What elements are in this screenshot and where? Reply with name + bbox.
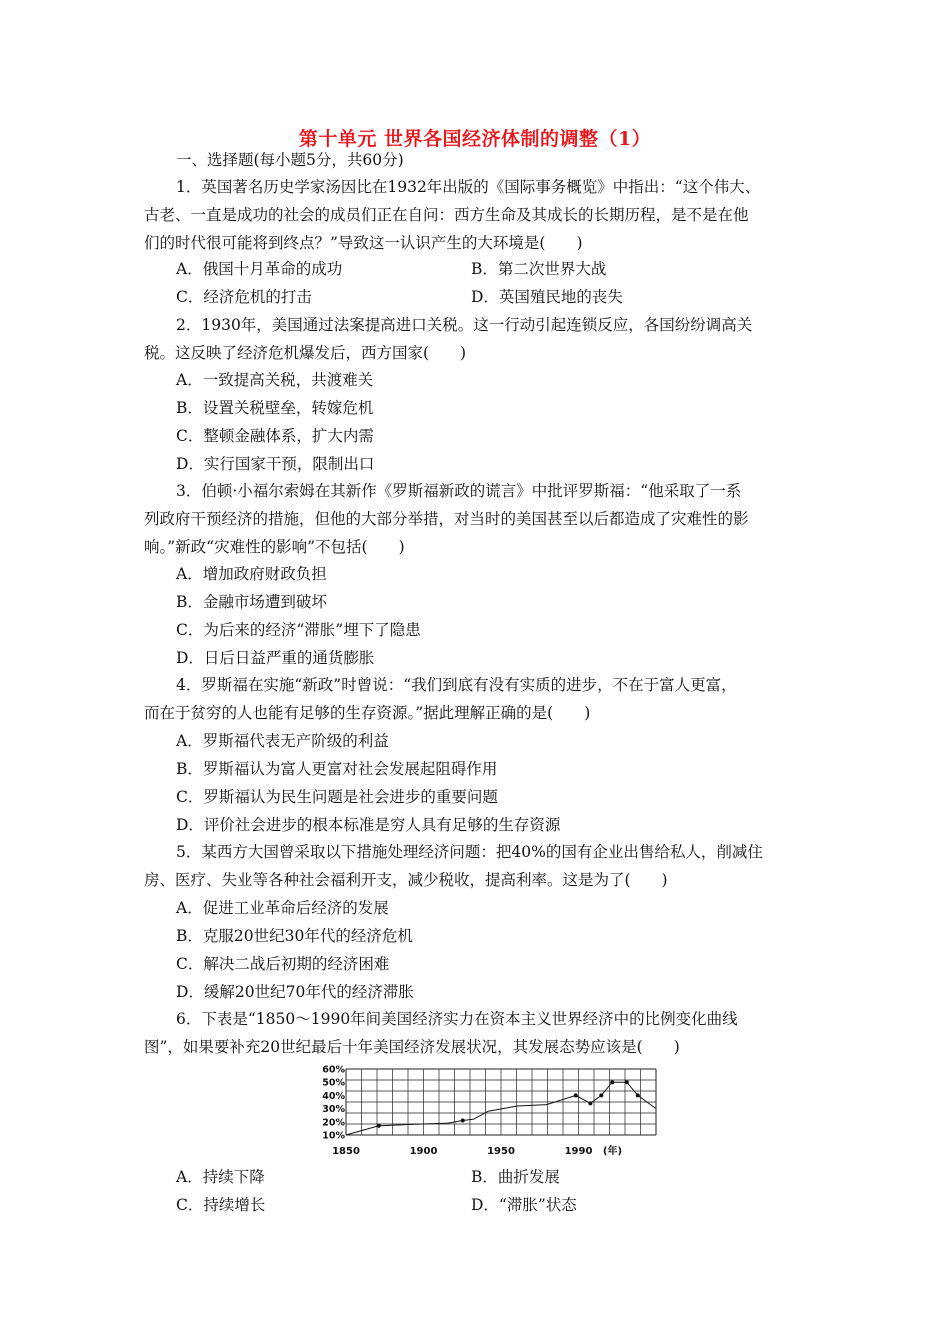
question-2-line: 税。这反映了经济危机爆发后，西方国家( )	[144, 344, 467, 362]
question-4-option: B．罗斯福认为富人更富对社会发展起阻碍作用	[176, 760, 498, 778]
question-5-option: D．缓解20世纪70年代的经济滞胀	[176, 983, 414, 1001]
question-5-option: A．促进工业革命后经济的发展	[176, 899, 389, 917]
x-tick-label: 1850	[332, 1146, 360, 1157]
question-6-line: 6．下表是“1850～1990年间美国经济实力在资本主义世界经济中的比例变化曲线	[176, 1010, 738, 1028]
y-tick-label: 10%	[322, 1130, 345, 1142]
question-1-line: 1．英国著名历史学家汤因比在1932年出版的《国际事务概览》中指出：“这个伟大、	[176, 178, 761, 196]
question-4-option: D．评价社会进步的根本标准是穷人具有足够的生存资源	[176, 816, 561, 834]
data-point	[625, 1080, 629, 1084]
x-tick-label: 1990	[564, 1146, 593, 1157]
chart-points	[377, 1080, 640, 1128]
data-point	[461, 1118, 465, 1122]
question-1-line: 古老、一直是成功的社会的成员们正在自问：西方生命及其成长的长期历程，是不是在他	[144, 206, 749, 224]
economic-share-chart	[318, 1064, 660, 1160]
y-tick-label: 60%	[322, 1064, 345, 1076]
question-2-option: C．整顿金融体系，扩大内需	[176, 427, 374, 445]
y-tick-label: 40%	[322, 1090, 345, 1102]
question-4-option: A．罗斯福代表无产阶级的利益	[176, 732, 389, 750]
question-3-line: 列政府干预经济的措施，但他的大部分举措，对当时的美国甚至以后都造成了灾难性的影	[144, 510, 749, 528]
data-point	[588, 1101, 592, 1105]
section-heading: 一、选择题(每小题5分，共60分)	[176, 151, 404, 169]
question-2-option: A．一致提高关税，共渡难关	[176, 371, 374, 389]
question-4-line: 而在于贫穷的人也能有足够的生存资源。”据此理解正确的是( )	[144, 704, 591, 722]
question-3-option: D．日后日益严重的通货膨胀	[176, 649, 375, 667]
page-title: 第十单元 世界各国经济体制的调整（1）	[298, 128, 652, 150]
question-6-option: D．“滞胀”状态	[471, 1196, 577, 1214]
question-2-option: B．设置关税壁垒，转嫁危机	[176, 399, 374, 417]
question-5-line: 房、医疗、失业等各种社会福利开支，减少税收，提高利率。这是为了( )	[144, 871, 668, 889]
question-3-option: A．增加政府财政负担	[176, 565, 327, 583]
question-3-line: 3．伯顿·小福尔索姆在其新作《罗斯福新政的谎言》中批评罗斯福：“他采取了一系	[176, 482, 742, 500]
question-5-line: 5．某西方大国曾采取以下措施处理经济问题：把40%的国有企业出售给私人，削减住	[176, 843, 763, 861]
question-1-option: C．经济危机的打击	[176, 288, 312, 306]
question-3-option: C．为后来的经济“滞胀”埋下了隐患	[176, 621, 421, 639]
y-tick-label: 30%	[322, 1104, 345, 1116]
x-tick-label: 1950	[487, 1146, 515, 1157]
data-point	[636, 1093, 640, 1097]
data-point	[574, 1093, 578, 1097]
question-2-option: D．实行国家干预，限制出口	[176, 455, 375, 473]
question-4-option: C．罗斯福认为民生问题是社会进步的重要问题	[176, 788, 498, 806]
x-axis-label: (年)	[602, 1146, 623, 1157]
question-6-option: A．持续下降	[176, 1168, 265, 1186]
y-tick-label: 50%	[322, 1077, 345, 1089]
question-1-option: B．第二次世界大战	[471, 260, 607, 278]
question-2-line: 2．1930年，美国通过法案提高进口关税。这一行动引起连锁反应，各国纷纷调高关	[176, 316, 753, 334]
question-6-line: 图”，如果要补充20世纪最后十年美国经济发展状况，其发展态势应该是( )	[144, 1038, 680, 1056]
data-point	[610, 1080, 614, 1084]
question-5-option: C．解决二战后初期的经济困难	[176, 955, 390, 973]
chart-x-ticks	[332, 1144, 622, 1157]
data-point	[377, 1124, 381, 1128]
y-tick-label: 20%	[322, 1117, 345, 1129]
question-1-option: A．俄国十月革命的成功	[176, 260, 343, 278]
question-1-line: 们的时代很可能将到终点？”导致这一认识产生的大环境是( )	[144, 234, 583, 252]
x-tick-label: 1900	[409, 1146, 438, 1157]
question-4-line: 4．罗斯福在实施“新政”时曾说：“我们到底有没有实质的进步，不在于富人更富，	[176, 676, 737, 694]
question-1-option: D．英国殖民地的丧失	[471, 288, 623, 306]
chart-y-ticks	[322, 1065, 345, 1142]
question-3-line: 响。”新政“灾难性的影响”不包括( )	[144, 538, 405, 556]
data-point	[599, 1093, 603, 1097]
question-5-option: B．克服20世纪30年代的经济危机	[176, 927, 413, 945]
question-6-option: B．曲折发展	[471, 1168, 560, 1186]
question-3-option: B．金融市场遭到破坏	[176, 593, 327, 611]
question-6-option: C．持续增长	[176, 1196, 266, 1214]
